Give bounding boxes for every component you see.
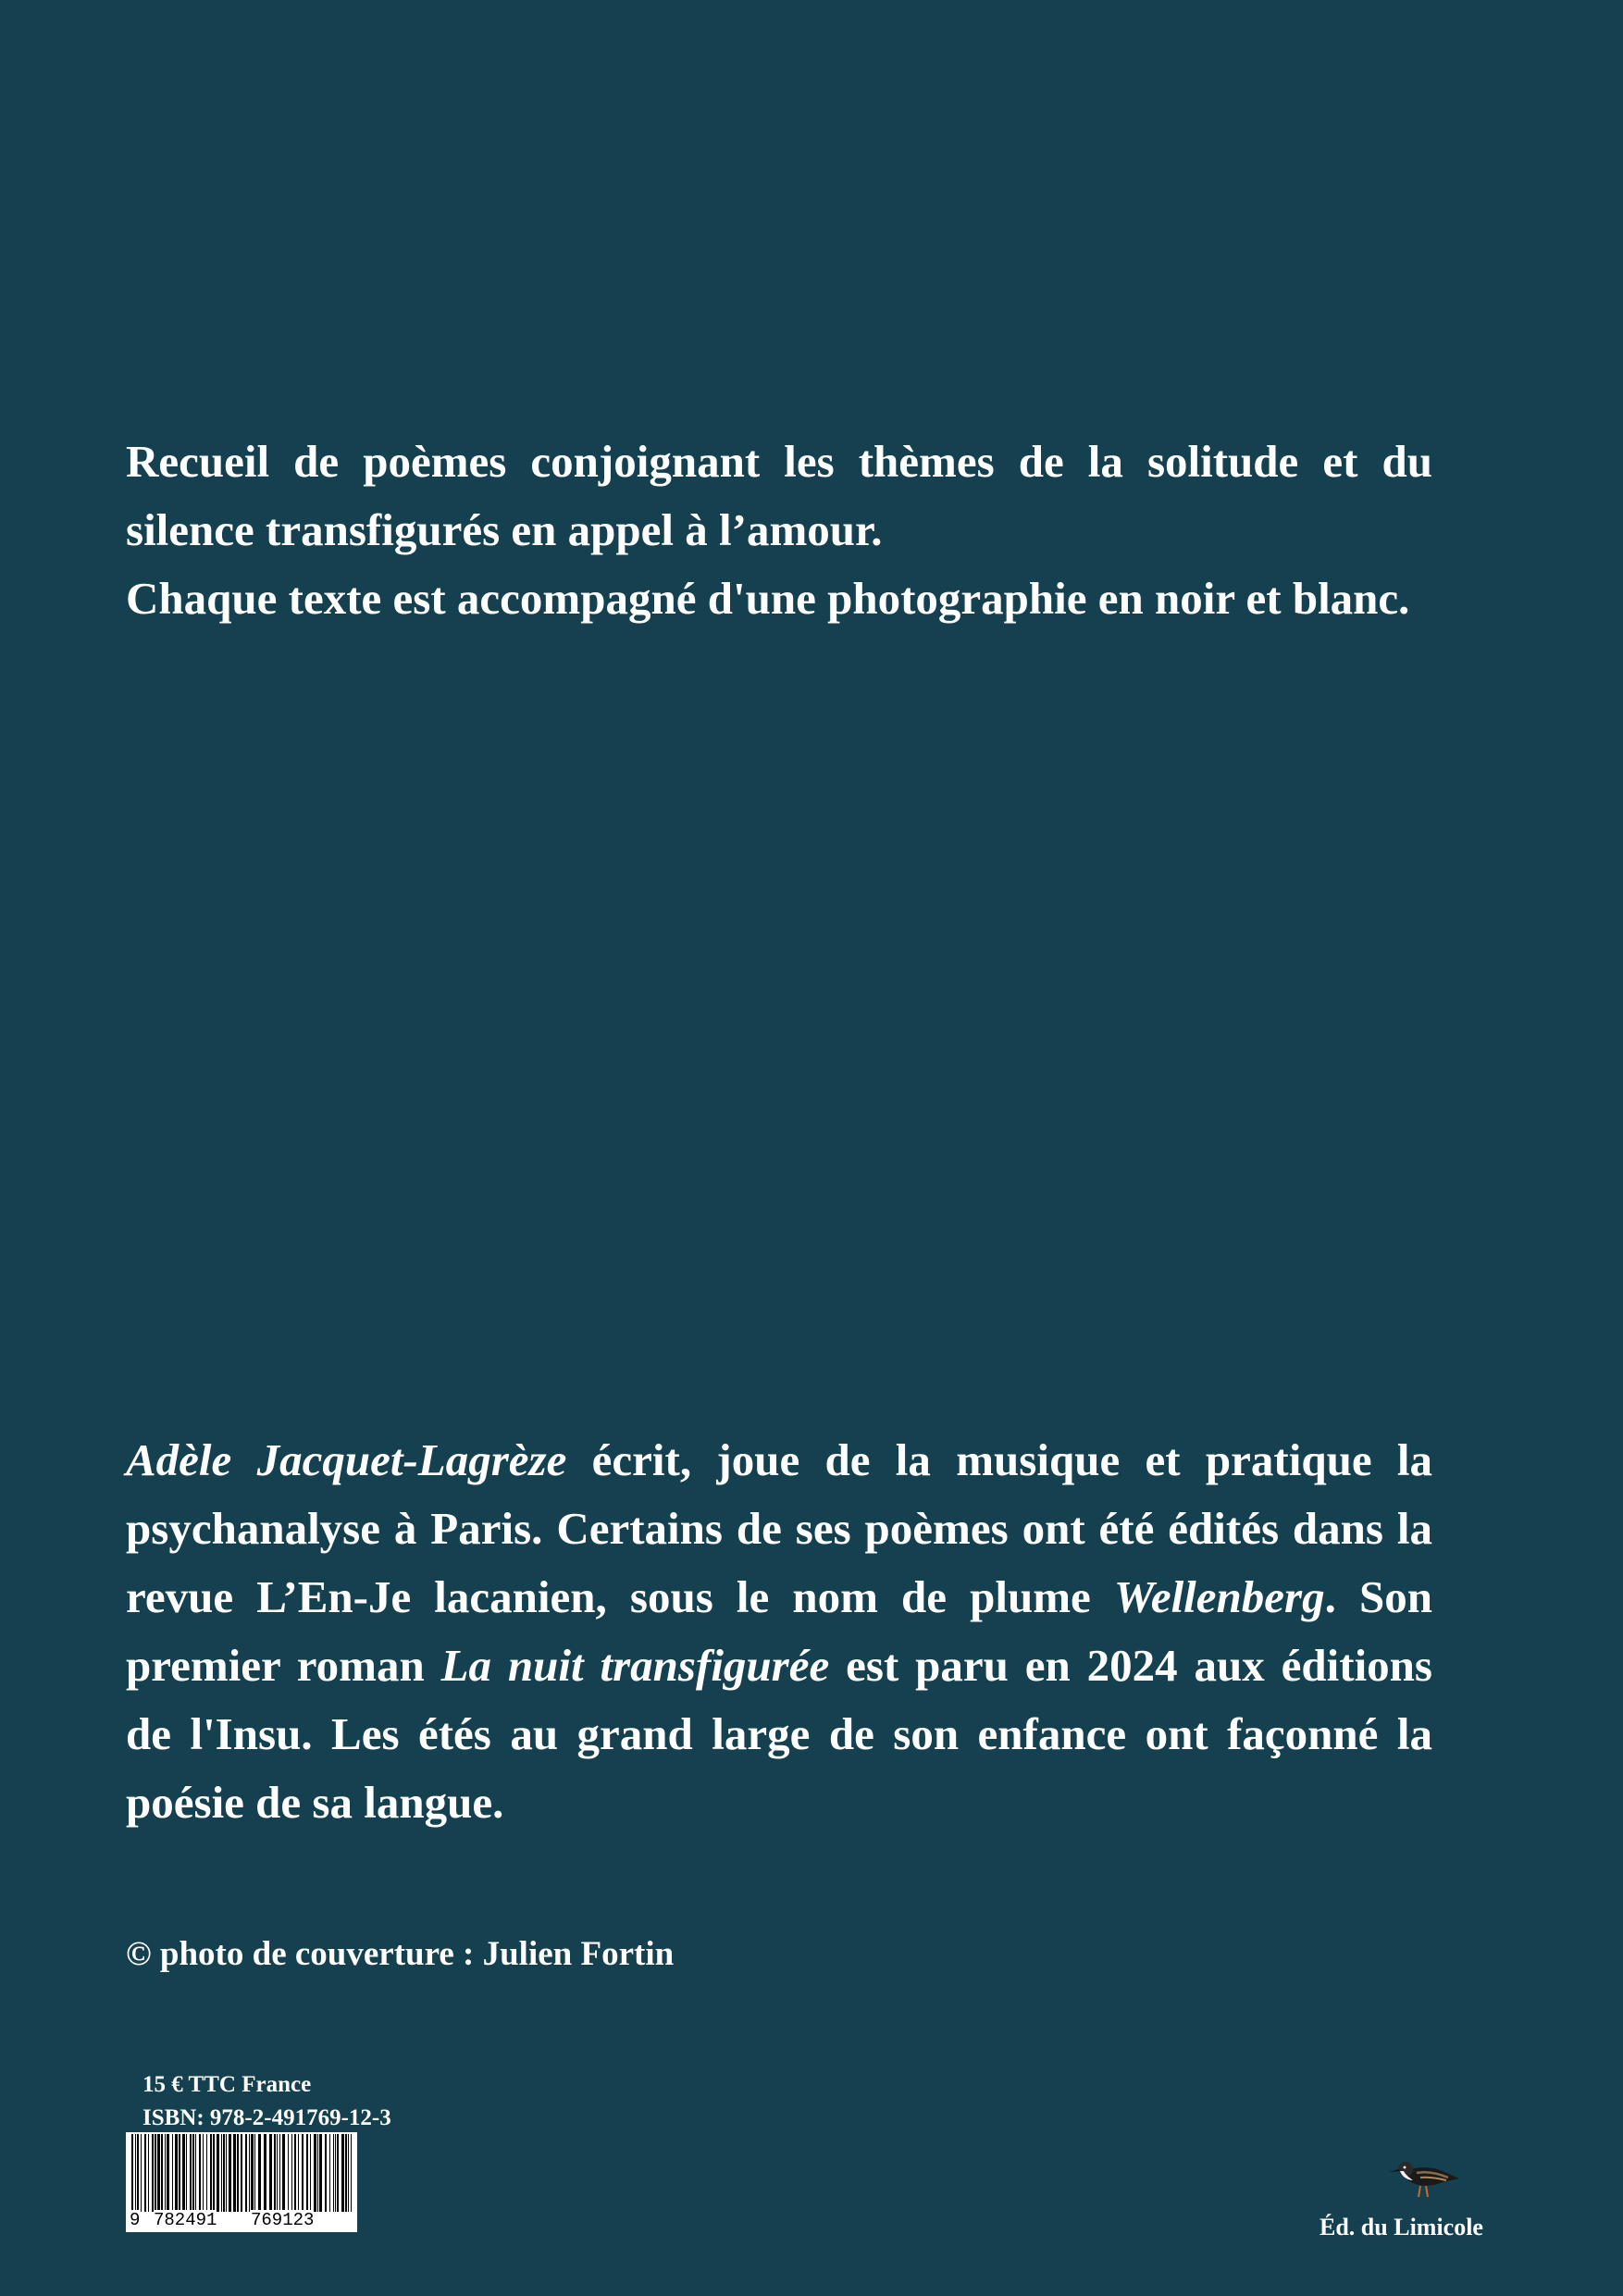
- bio-text-2: . Son premier roman: [126, 1571, 1432, 1691]
- barcode-bar: [172, 2134, 173, 2212]
- novel-title: La nuit transfigurée: [440, 1640, 830, 1691]
- barcode-bar: [319, 2134, 322, 2212]
- barcode-bar: [152, 2134, 154, 2212]
- barcode-bar: [264, 2134, 266, 2212]
- barcode-bar: [167, 2134, 169, 2212]
- barcode-bar: [274, 2134, 276, 2212]
- barcode-bar: [165, 2134, 166, 2212]
- barcode-bar: [351, 2134, 352, 2212]
- barcode-digits: [126, 2210, 357, 2230]
- barcode-bar: [144, 2134, 146, 2212]
- barcode-bar: [186, 2134, 187, 2212]
- barcode-bar: [190, 2134, 192, 2212]
- pen-name: Wellenberg: [1113, 1571, 1325, 1622]
- barcode-bar: [345, 2134, 347, 2212]
- barcode-bar: [213, 2134, 215, 2212]
- barcode-bar: [306, 2134, 308, 2212]
- barcode-bar: [192, 2134, 194, 2212]
- author-name: Adèle Jacquet-Lagrèze: [126, 1434, 567, 1485]
- barcode-bars: [126, 2132, 357, 2212]
- summary-line-2: Chaque texte est accompagné d'une photographie en noir et blanc.: [126, 573, 1410, 624]
- barcode-bar: [241, 2134, 242, 2212]
- barcode-bar: [131, 2134, 133, 2212]
- barcode-bar: [161, 2134, 163, 2212]
- shorebird-icon: [1383, 2147, 1467, 2203]
- barcode-bar: [282, 2134, 285, 2212]
- publisher-mark: [1305, 2147, 1483, 2258]
- barcode-bar: [179, 2134, 180, 2212]
- barcode-bar: [341, 2134, 344, 2212]
- barcode-bar: [175, 2134, 178, 2212]
- bio-text-3: est paru en 2024 aux éditions de l'Insu. Les étés au grand large de son enfance ont façonné la poésie de sa langue.: [126, 1640, 1432, 1828]
- bio-paragraph: [126, 1426, 1432, 1837]
- barcode-bar: [199, 2134, 201, 2212]
- barcode-bar: [135, 2134, 136, 2212]
- summary-line-1: Recueil de poèmes conjoignant les thèmes de la solitude et du silence transfigurés en appel à l’amour.: [126, 436, 1432, 555]
- isbn-barcode: [126, 2132, 357, 2232]
- price-isbn-block: [142, 2068, 391, 2135]
- barcode-bar: [317, 2134, 318, 2212]
- barcode-bar: [249, 2134, 250, 2212]
- book-summary: [126, 428, 1432, 633]
- barcode-bar: [258, 2134, 261, 2212]
- barcode-bar: [206, 2134, 207, 2212]
- barcode-bar: [254, 2134, 255, 2212]
- barcode-bar: [195, 2134, 196, 2212]
- barcode-bar: [141, 2134, 142, 2212]
- barcode-bar: [294, 2134, 296, 2212]
- barcode-bar: [137, 2134, 139, 2212]
- barcode-bar: [277, 2134, 278, 2212]
- barcode-bar: [348, 2134, 349, 2212]
- barcode-bar: [314, 2134, 316, 2212]
- barcode-bar: [229, 2134, 231, 2212]
- barcode-bar: [279, 2134, 280, 2212]
- barcode-bar: [237, 2134, 239, 2212]
- barcode-bar: [269, 2134, 272, 2212]
- barcode-bar: [157, 2134, 160, 2212]
- barcode-bar: [148, 2134, 149, 2212]
- isbn-label: ISBN: 978-2-491769-12-3: [142, 2105, 391, 2130]
- barcode-bar: [223, 2134, 225, 2212]
- barcode-left-group: 782491: [154, 2210, 217, 2230]
- barcode-bar: [221, 2134, 222, 2212]
- barcode-bar: [298, 2134, 299, 2212]
- barcode-bar: [182, 2134, 185, 2212]
- author-bio: [126, 1426, 1432, 1837]
- barcode-bar: [329, 2134, 330, 2212]
- barcode-bar: [251, 2134, 254, 2212]
- barcode-bar: [291, 2134, 292, 2212]
- publisher-name: Éd. du Limicole: [1319, 2214, 1483, 2240]
- price-label: 15 € TTC France: [142, 2072, 312, 2097]
- barcode-bar: [203, 2134, 204, 2212]
- barcode-bar: [233, 2134, 236, 2212]
- barcode-bar: [288, 2134, 289, 2212]
- barcode-bar: [333, 2134, 334, 2212]
- barcode-first-digit: 9: [130, 2210, 141, 2230]
- barcode-bar: [335, 2134, 336, 2212]
- photo-credit: © photo de couverture : Julien Fortin: [126, 1935, 675, 1973]
- barcode-bar: [210, 2134, 212, 2212]
- barcode-bar: [302, 2134, 304, 2212]
- barcode-bar: [310, 2134, 311, 2212]
- barcode-bar: [155, 2134, 156, 2212]
- barcode-right-group: 769123: [251, 2210, 315, 2230]
- barcode-bar: [226, 2134, 227, 2212]
- barcode-bar: [217, 2134, 219, 2212]
- barcode-bar: [325, 2134, 327, 2212]
- barcode-bar: [337, 2134, 339, 2212]
- barcode-bar: [245, 2134, 247, 2212]
- bio-text-1: écrit, joue de la musique et pratique la psychanalyse à Paris. Certains de ses poèmes ont été édités dans la revue L’En-Je lacanien, sous le nom de plume: [126, 1434, 1432, 1622]
